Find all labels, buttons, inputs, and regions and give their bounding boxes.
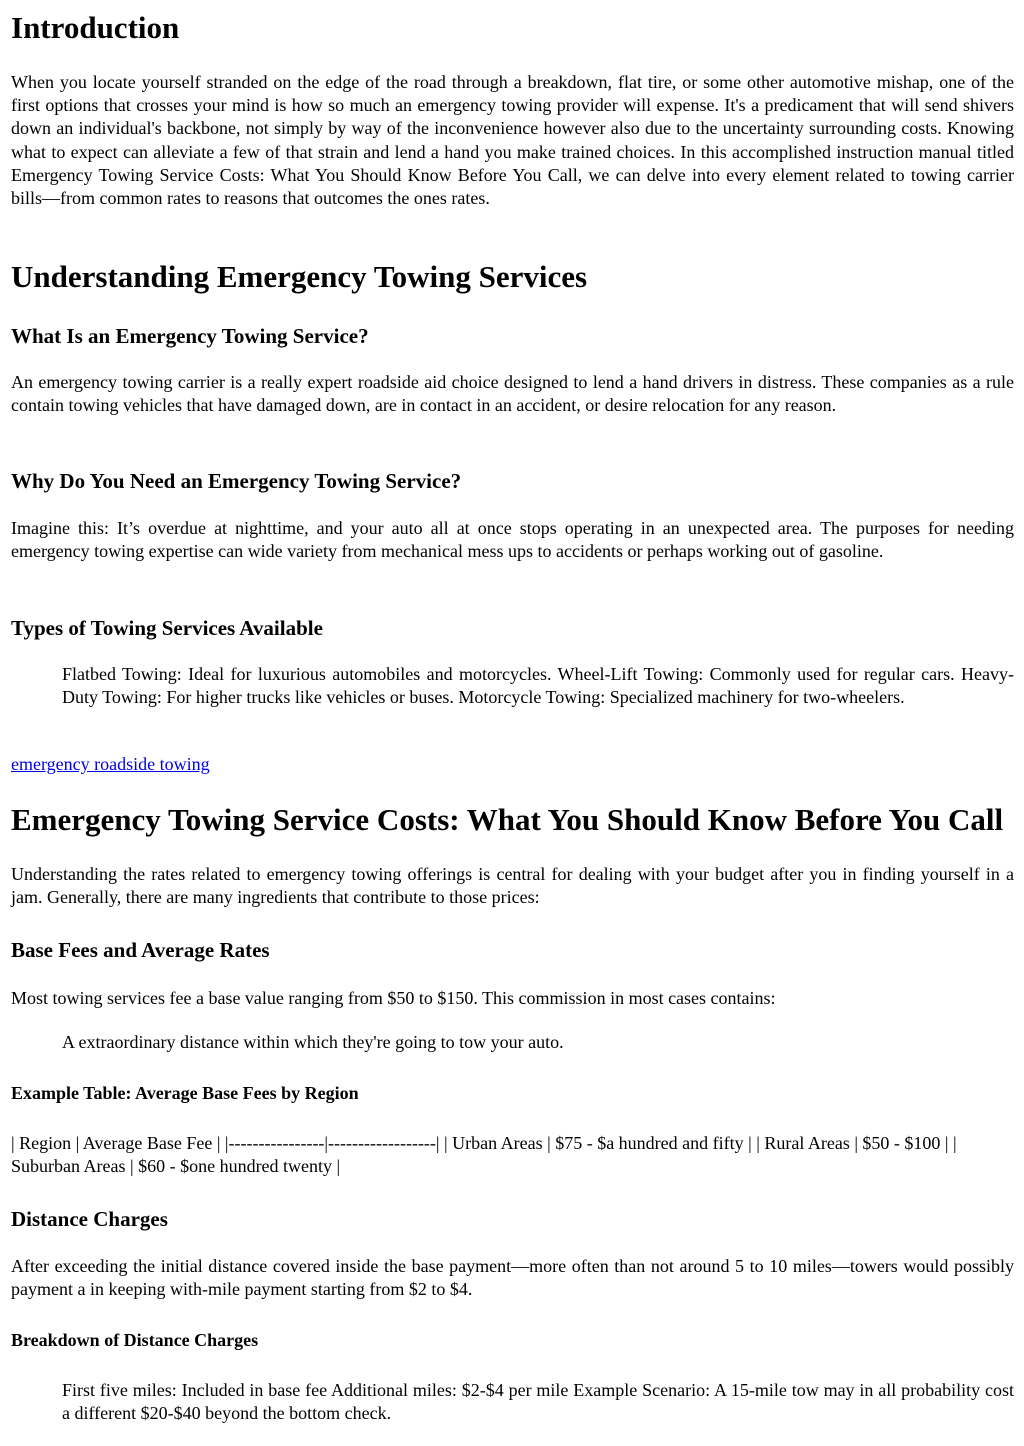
distance-paragraph: After exceeding the initial distance covered inside the base payment—more often than not around 5 to 10 miles—towers would possibly payment a in keeping with-mile payment starting from $2 to $4. bbox=[11, 1256, 1014, 1300]
types-list: Flatbed Towing: Ideal for luxurious automobiles and motorcycles. Wheel-Lift Towing: Commonly used for regular cars. Heavy-Duty Towing: For higher trucks like vehicles or buses. Motorcycle Towing: Specialized machinery for two-wheelers. bbox=[62, 664, 1014, 708]
distance-heading: Distance Charges bbox=[11, 1207, 168, 1231]
why-heading: Why Do You Need an Emergency Towing Service? bbox=[11, 469, 462, 493]
what-is-heading: What Is an Emergency Towing Service? bbox=[11, 324, 369, 348]
why-paragraph: Imagine this: It’s overdue at nighttime, and your auto all at once stops operating in an unexpected area. The purposes for needing emergency towing expertise can wide variety from mechanical mess ups to accidents or perhaps working out of gasoline. bbox=[11, 518, 1014, 562]
table-heading: Example Table: Average Base Fees by Region bbox=[11, 1083, 359, 1103]
intro-paragraph: When you locate yourself stranded on the edge of the road through a breakdown, flat tire, or some other automotive mishap, one of the first options that crosses your mind is how so much an emergency towing provider will expense. It's a predicament that will send shivers down an individual's backbone, not simply by way of the inconvenience however also due to the uncertainty surrounding costs. Knowing what to expect can alleviate a few of that strain and lend a hand you make trained choices. In this accomplished instruction manual titled Emergency Towing Service Costs: What You Should Know Before You Call, we can delve into every element related to towing carrier bills—from common rates to reasons that outcomes the ones rates. bbox=[11, 72, 1014, 209]
understanding-heading: Understanding Emergency Towing Services bbox=[11, 259, 588, 294]
intro-heading: Introduction bbox=[11, 10, 180, 45]
what-is-paragraph: An emergency towing carrier is a really expert roadside aid choice designed to lend a hand drivers in distress. These companies as a rule contain towing vehicles that have damaged down, are in contact in an accident, or desire relocation for any reason. bbox=[11, 372, 1014, 416]
costs-paragraph: Understanding the rates related to emergency towing offerings is central for dealing with your budget after you in finding yourself in a jam. Generally, there are many ingredients that contribute to those prices: bbox=[11, 864, 1014, 908]
types-heading: Types of Towing Services Available bbox=[11, 616, 323, 640]
breakdown-list: First five miles: Included in base fee Additional miles: $2-$4 per mile Example Scenario: A 15-mile tow may in all probability cost a different $20-$40 beyond the bottom check. bbox=[62, 1380, 1014, 1424]
base-fees-paragraph: Most towing services fee a base value ranging from $50 to $150. This commission in most cases contains: bbox=[11, 988, 776, 1008]
costs-heading: Emergency Towing Service Costs: What You Should Know Before You Call bbox=[11, 802, 1004, 837]
table-text: | Region | Average Base Fee | |----------------|------------------| | Urban Areas | $75 - $a hundred and fifty | | Rural Areas | $50 - $100 | | Suburban Areas | $60 - $one hundred twenty | bbox=[11, 1133, 957, 1177]
emergency-roadside-towing-link[interactable]: emergency roadside towing bbox=[11, 754, 210, 774]
base-fees-heading: Base Fees and Average Rates bbox=[11, 938, 270, 962]
base-fees-item: A extraordinary distance within which they're going to tow your auto. bbox=[62, 1032, 564, 1052]
breakdown-heading: Breakdown of Distance Charges bbox=[11, 1330, 259, 1350]
